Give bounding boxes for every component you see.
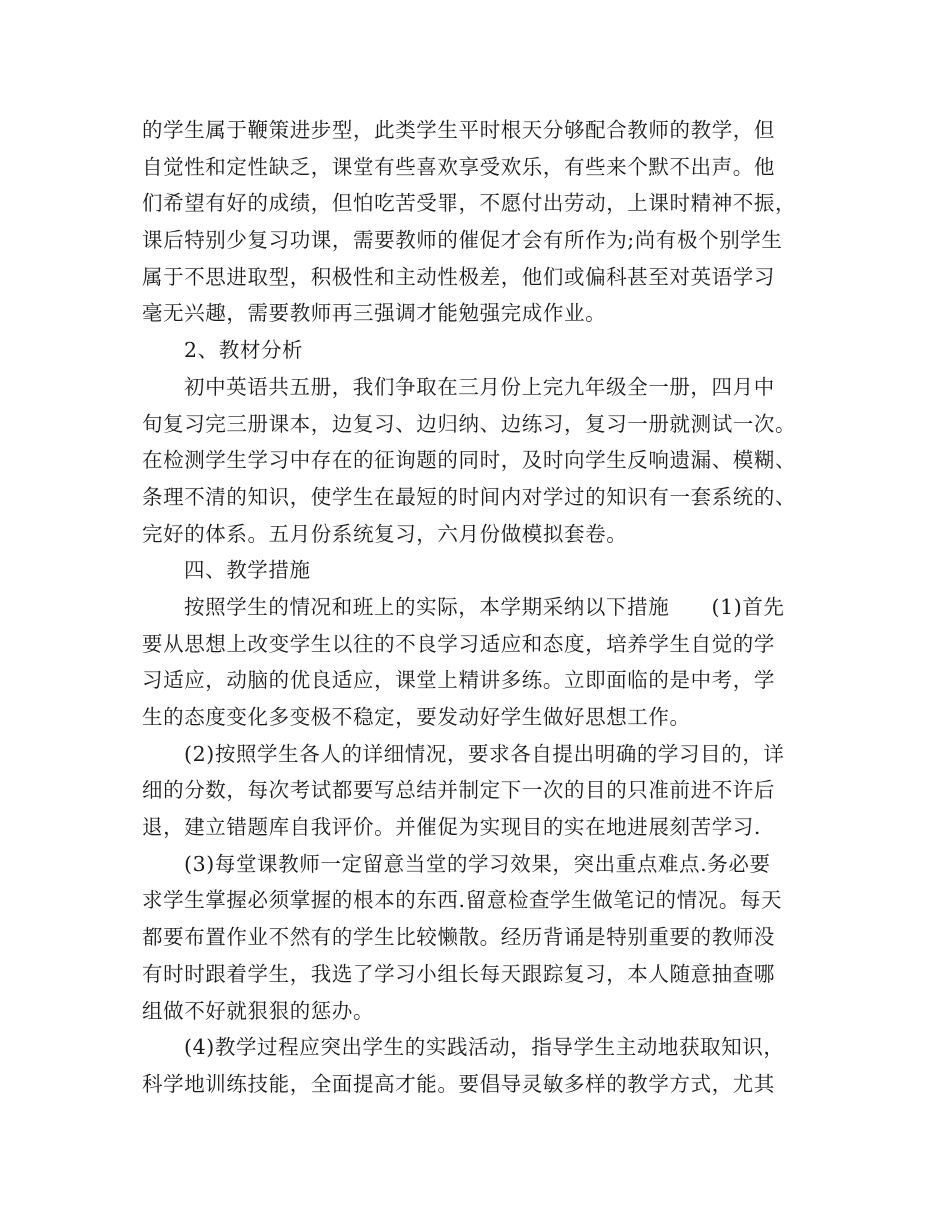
text-line: 们希望有好的成绩，但怕吃苦受罪，不愿付出劳动，上课时精神不振， [142, 191, 797, 216]
text-line: 组做不好就狠狠的惩办。 [142, 998, 375, 1023]
text-line: 习适应，动脑的优良适应，课堂上精讲多练。立即面临的是中考，学 [142, 668, 775, 693]
text-line: 都要布置作业不然有的学生比较懒散。经历背诵是特别重要的教师没 [142, 925, 775, 950]
text-line: 按照学生的情况和班上的实际，本学期采纳以下措施 (1)首先 [184, 594, 785, 619]
text-line: 的学生属于鞭策进步型，此类学生平时根天分够配合教师的教学，但 [142, 118, 775, 142]
text-line: 初中英语共五册，我们争取在三月份上完九年级全一册，四月中 [184, 374, 775, 399]
text-line: 细的分数，每次考试都要写总结并制定下一次的目的只准前进不许后 [142, 778, 775, 803]
text-line: 有时时跟着学生，我选了学习小组长每天跟踪复习，本人随意抽查哪 [142, 961, 775, 986]
document-body [142, 112, 822, 1103]
text-line: 科学地训练技能，全面提高才能。要倡导灵敏多样的教学方式，尤其 [142, 1071, 775, 1096]
text-line: (4)教学过程应突出学生的实践活动，指导学生主动地获取知识， [184, 1035, 785, 1060]
text-line: 旬复习完三册课本，边复习、边归纳、边练习，复习一册就测试一次。 [142, 411, 797, 436]
text-line: 属于不思进取型，积极性和主动性极差，他们或偏科甚至对英语学习 [142, 264, 775, 289]
text-line: 条理不清的知识，使学生在最短的时间内对学过的知识有一套系统的、 [142, 484, 797, 509]
text-line: 求学生掌握必须掌握的根本的东西.留意检查学生做笔记的情况。每天 [142, 888, 783, 913]
text-line: 退，建立错题库自我评价。并催促为实现目的实在地进展刻苦学习. [142, 815, 762, 840]
text-line: 完好的体系。五月份系统复习，六月份做模拟套卷。 [142, 521, 628, 546]
text-line: 自觉性和定性缺乏，课堂有些喜欢享受欢乐，有些来个默不出声。他 [142, 154, 775, 179]
text-line: 四、教学措施 [184, 558, 311, 583]
text-line: 生的态度变化多变极不稳定，要发动好学生做好思想工作。 [142, 705, 691, 729]
text-line: 2、教材分析 [184, 338, 304, 363]
text-line: (3)每堂课教师一定留意当堂的学习效果，突出重点难点.务必要 [184, 851, 771, 876]
text-line: (2)按照学生各人的详细情况，要求各自提出明确的学习目的，详 [184, 741, 785, 766]
text-line: 毫无兴趣，需要教师再三强调才能勉强完成作业。 [142, 301, 607, 326]
text-line: 要从思想上改变学生以往的不良学习适应和态度，培养学生自觉的学 [142, 631, 775, 656]
text-line: 课后特别少复习功课，需要教师的催促才会有所作为;尚有极个别学生 [142, 228, 783, 253]
text-line: 在检测学生学习中存在的征询题的同时，及时向学生反响遗漏、模糊、 [142, 448, 797, 473]
